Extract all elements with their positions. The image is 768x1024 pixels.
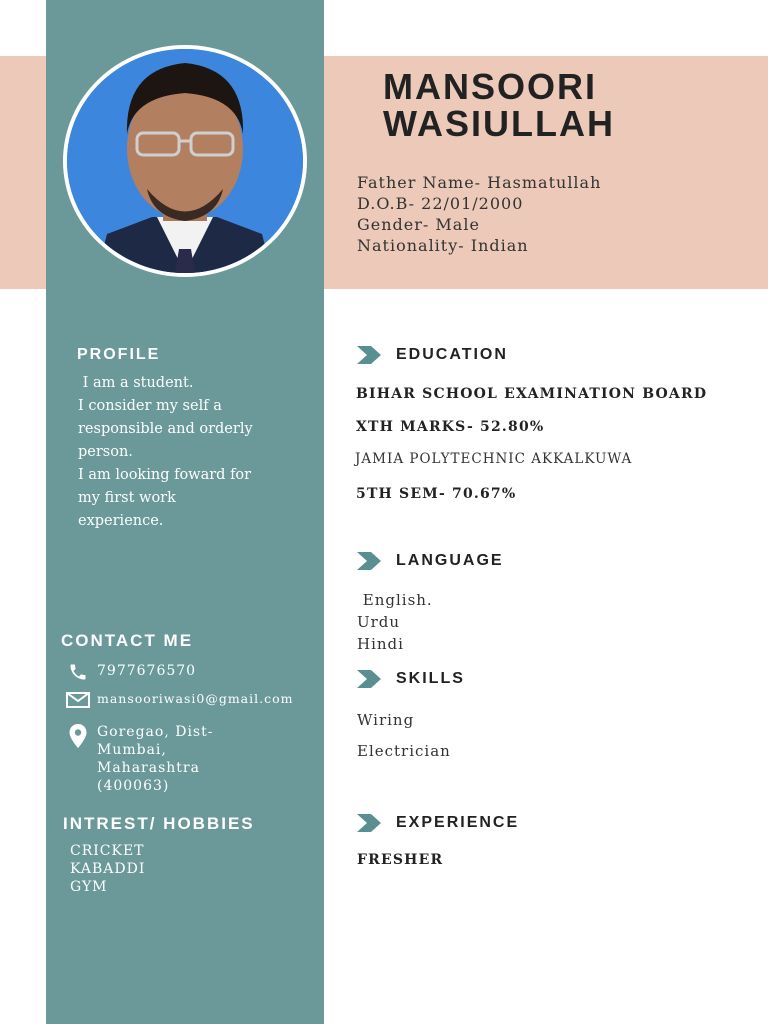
education-heading-label: EDUCATION	[396, 346, 508, 363]
profile-line: I am looking foward for	[78, 467, 252, 483]
skill-item: Electrician	[357, 742, 451, 760]
college-name: JAMIA POLYTECHNIC AKKALKUWA	[355, 451, 633, 467]
personal-details	[357, 172, 601, 256]
contact-address-row	[66, 723, 213, 795]
gender: Gender- Male	[357, 215, 480, 234]
language-item: Urdu	[357, 613, 401, 631]
contact-email-row	[66, 690, 293, 710]
profile-line: experience.	[78, 513, 164, 529]
father-name: Father Name- Hasmatullah	[357, 173, 602, 192]
address-line: Maharashtra	[97, 760, 200, 776]
address-line: Goregao, Dist-	[97, 724, 214, 740]
language-heading-label: LANGUAGE	[396, 552, 504, 569]
skill-item: Wiring	[357, 711, 415, 729]
profile-line: person.	[78, 444, 133, 460]
language-item: English.	[357, 591, 433, 609]
contact-heading: CONTACT ME	[61, 631, 194, 650]
mail-icon	[66, 690, 90, 710]
name-line-2: WASIULLAH	[383, 103, 615, 144]
address-line: Mumbai,	[97, 742, 167, 758]
nationality: Nationality- Indian	[357, 236, 529, 255]
date-of-birth: D.O.B- 22/01/2000	[357, 194, 524, 213]
email-address[interactable]: mansooriwasi0@gmail.com	[97, 691, 294, 706]
language-item: Hindi	[357, 635, 404, 653]
skills-heading-label: SKILLS	[396, 670, 465, 687]
candidate-name	[383, 68, 615, 142]
xth-marks: XTH MARKS- 52.80%	[356, 419, 545, 435]
sem-marks: 5TH SEM- 70.67%	[356, 486, 517, 502]
phone-number[interactable]: 7977676570	[97, 663, 197, 679]
hobby-item: KABADDI	[70, 861, 146, 877]
hobby-item: CRICKET	[70, 843, 145, 859]
profile-heading: PROFILE	[77, 346, 161, 363]
profile-photo	[67, 49, 303, 273]
chevron-right-icon	[357, 814, 381, 832]
profile-text	[78, 372, 308, 533]
chevron-right-icon	[357, 670, 381, 688]
profile-line: I am a student.	[78, 375, 194, 391]
language-heading	[357, 552, 504, 570]
address-line: (400063)	[97, 778, 170, 794]
hobbies-list	[70, 842, 145, 896]
profile-line: responsible and orderly	[78, 421, 253, 437]
contact-phone-row	[66, 662, 196, 682]
hobbies-heading: INTREST/ HOBBIES	[63, 814, 255, 833]
hobby-item: GYM	[70, 879, 108, 895]
profile-line: my first work	[78, 490, 176, 506]
phone-icon	[66, 662, 90, 682]
chevron-right-icon	[357, 346, 381, 364]
education-heading	[357, 346, 508, 364]
name-line-1: MANSOORI	[383, 66, 597, 107]
skills-heading	[357, 670, 465, 688]
profile-line: I consider my self a	[78, 398, 222, 414]
experience-value: FRESHER	[357, 852, 444, 868]
location-pin-icon	[66, 723, 90, 749]
language-list	[357, 589, 433, 655]
address	[97, 723, 213, 795]
chevron-right-icon	[357, 552, 381, 570]
experience-heading-label: EXPERIENCE	[396, 814, 520, 831]
experience-heading	[357, 814, 519, 832]
education-board: BIHAR SCHOOL EXAMINATION BOARD	[356, 386, 708, 402]
